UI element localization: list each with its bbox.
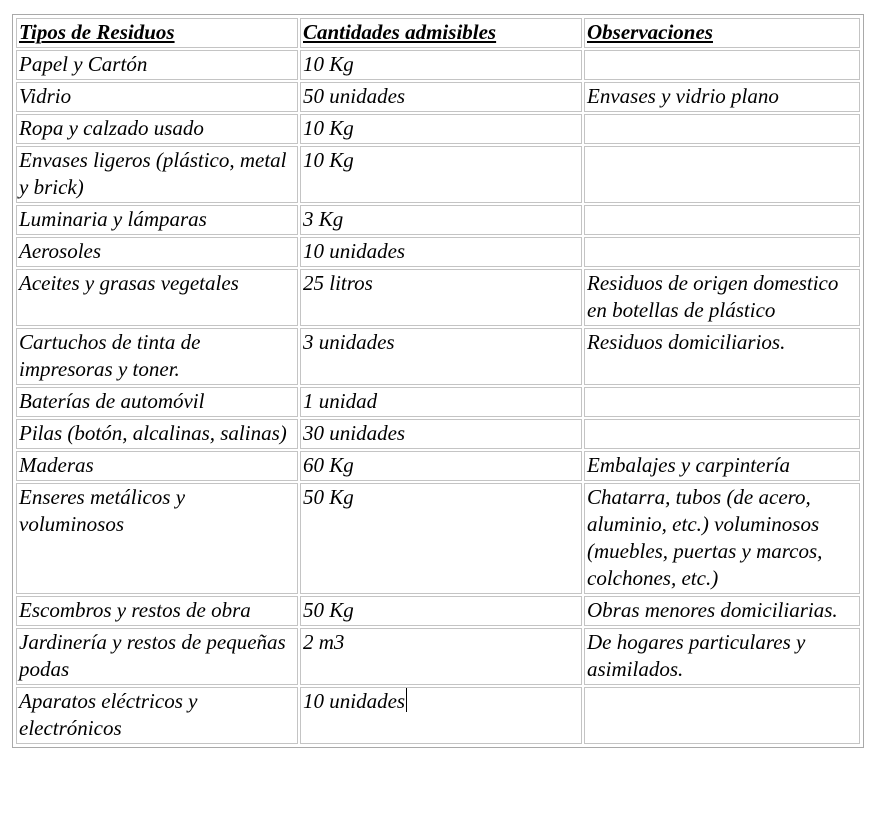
- cell-tipo[interactable]: Envases ligeros (plástico, metal y brick): [16, 146, 298, 203]
- cell-tipo[interactable]: Aerosoles: [16, 237, 298, 267]
- header-tipos[interactable]: Tipos de Residuos: [16, 18, 298, 48]
- cell-tipo[interactable]: Jardinería y restos de pequeñas podas: [16, 628, 298, 685]
- cell-observacion[interactable]: Envases y vidrio plano: [584, 82, 860, 112]
- header-cantidades[interactable]: Cantidades admisibles: [300, 18, 582, 48]
- cell-observacion[interactable]: [584, 387, 860, 417]
- cell-observacion[interactable]: Obras menores domiciliarias.: [584, 596, 860, 626]
- header-observaciones[interactable]: Observaciones: [584, 18, 860, 48]
- cell-observacion[interactable]: [584, 687, 860, 744]
- cell-cantidad[interactable]: 10 Kg: [300, 50, 582, 80]
- table-row: [16, 451, 860, 481]
- text-cursor: [406, 688, 407, 712]
- cell-observacion[interactable]: De hogares particulares y asimilados.: [584, 628, 860, 685]
- cell-cantidad-text: 10 unidades: [303, 689, 406, 713]
- cell-tipo[interactable]: Vidrio: [16, 82, 298, 112]
- cell-cantidad[interactable]: 10 unidades: [300, 237, 582, 267]
- cell-cantidad[interactable]: 3 unidades: [300, 328, 582, 385]
- table-row: [16, 82, 860, 112]
- cell-cantidad[interactable]: 2 m3: [300, 628, 582, 685]
- cell-observacion[interactable]: Residuos de origen domestico en botellas de plástico: [584, 269, 860, 326]
- table-row: [16, 50, 860, 80]
- cell-cantidad[interactable]: 10 Kg: [300, 114, 582, 144]
- table-row: [16, 387, 860, 417]
- cell-observacion[interactable]: [584, 205, 860, 235]
- residuos-table: [14, 16, 862, 746]
- cell-cantidad[interactable]: 30 unidades: [300, 419, 582, 449]
- cell-observacion[interactable]: [584, 237, 860, 267]
- table-row: [16, 596, 860, 626]
- cell-observacion[interactable]: [584, 114, 860, 144]
- cell-observacion[interactable]: Chatarra, tubos (de acero, aluminio, etc.) voluminosos (muebles, puertas y marcos, colchones, etc.): [584, 483, 860, 594]
- cell-tipo[interactable]: Aceites y grasas vegetales: [16, 269, 298, 326]
- cell-tipo[interactable]: Enseres metálicos y voluminosos: [16, 483, 298, 594]
- cell-tipo[interactable]: Aparatos eléctricos y electrónicos: [16, 687, 298, 744]
- cell-observacion[interactable]: [584, 50, 860, 80]
- cell-tipo[interactable]: Baterías de automóvil: [16, 387, 298, 417]
- cell-cantidad[interactable]: 50 unidades: [300, 82, 582, 112]
- cell-tipo[interactable]: Luminaria y lámparas: [16, 205, 298, 235]
- table-row: [16, 687, 860, 744]
- table-header-row: [16, 18, 860, 48]
- cell-observacion[interactable]: Residuos domiciliarios.: [584, 328, 860, 385]
- cell-observacion[interactable]: Embalajes y carpintería: [584, 451, 860, 481]
- cell-cantidad[interactable]: 50 Kg: [300, 596, 582, 626]
- table-row: [16, 628, 860, 685]
- cell-cantidad[interactable]: 60 Kg: [300, 451, 582, 481]
- cell-tipo[interactable]: Maderas: [16, 451, 298, 481]
- table-row: [16, 114, 860, 144]
- cell-cantidad[interactable]: 25 litros: [300, 269, 582, 326]
- table-row: [16, 269, 860, 326]
- cell-tipo[interactable]: Ropa y calzado usado: [16, 114, 298, 144]
- cell-cantidad[interactable]: [300, 687, 582, 744]
- cell-cantidad[interactable]: 1 unidad: [300, 387, 582, 417]
- table-row: [16, 328, 860, 385]
- table-row: [16, 237, 860, 267]
- cell-tipo[interactable]: Escombros y restos de obra: [16, 596, 298, 626]
- table-row: [16, 205, 860, 235]
- cell-tipo[interactable]: Cartuchos de tinta de impresoras y toner.: [16, 328, 298, 385]
- cell-cantidad[interactable]: 50 Kg: [300, 483, 582, 594]
- table-row: [16, 419, 860, 449]
- cell-tipo[interactable]: Pilas (botón, alcalinas, salinas): [16, 419, 298, 449]
- cell-tipo[interactable]: Papel y Cartón: [16, 50, 298, 80]
- table-row: [16, 483, 860, 594]
- cell-cantidad[interactable]: 10 Kg: [300, 146, 582, 203]
- cell-observacion[interactable]: [584, 146, 860, 203]
- residuos-table-frame: [12, 14, 864, 748]
- cell-observacion[interactable]: [584, 419, 860, 449]
- cell-cantidad[interactable]: 3 Kg: [300, 205, 582, 235]
- table-row: [16, 146, 860, 203]
